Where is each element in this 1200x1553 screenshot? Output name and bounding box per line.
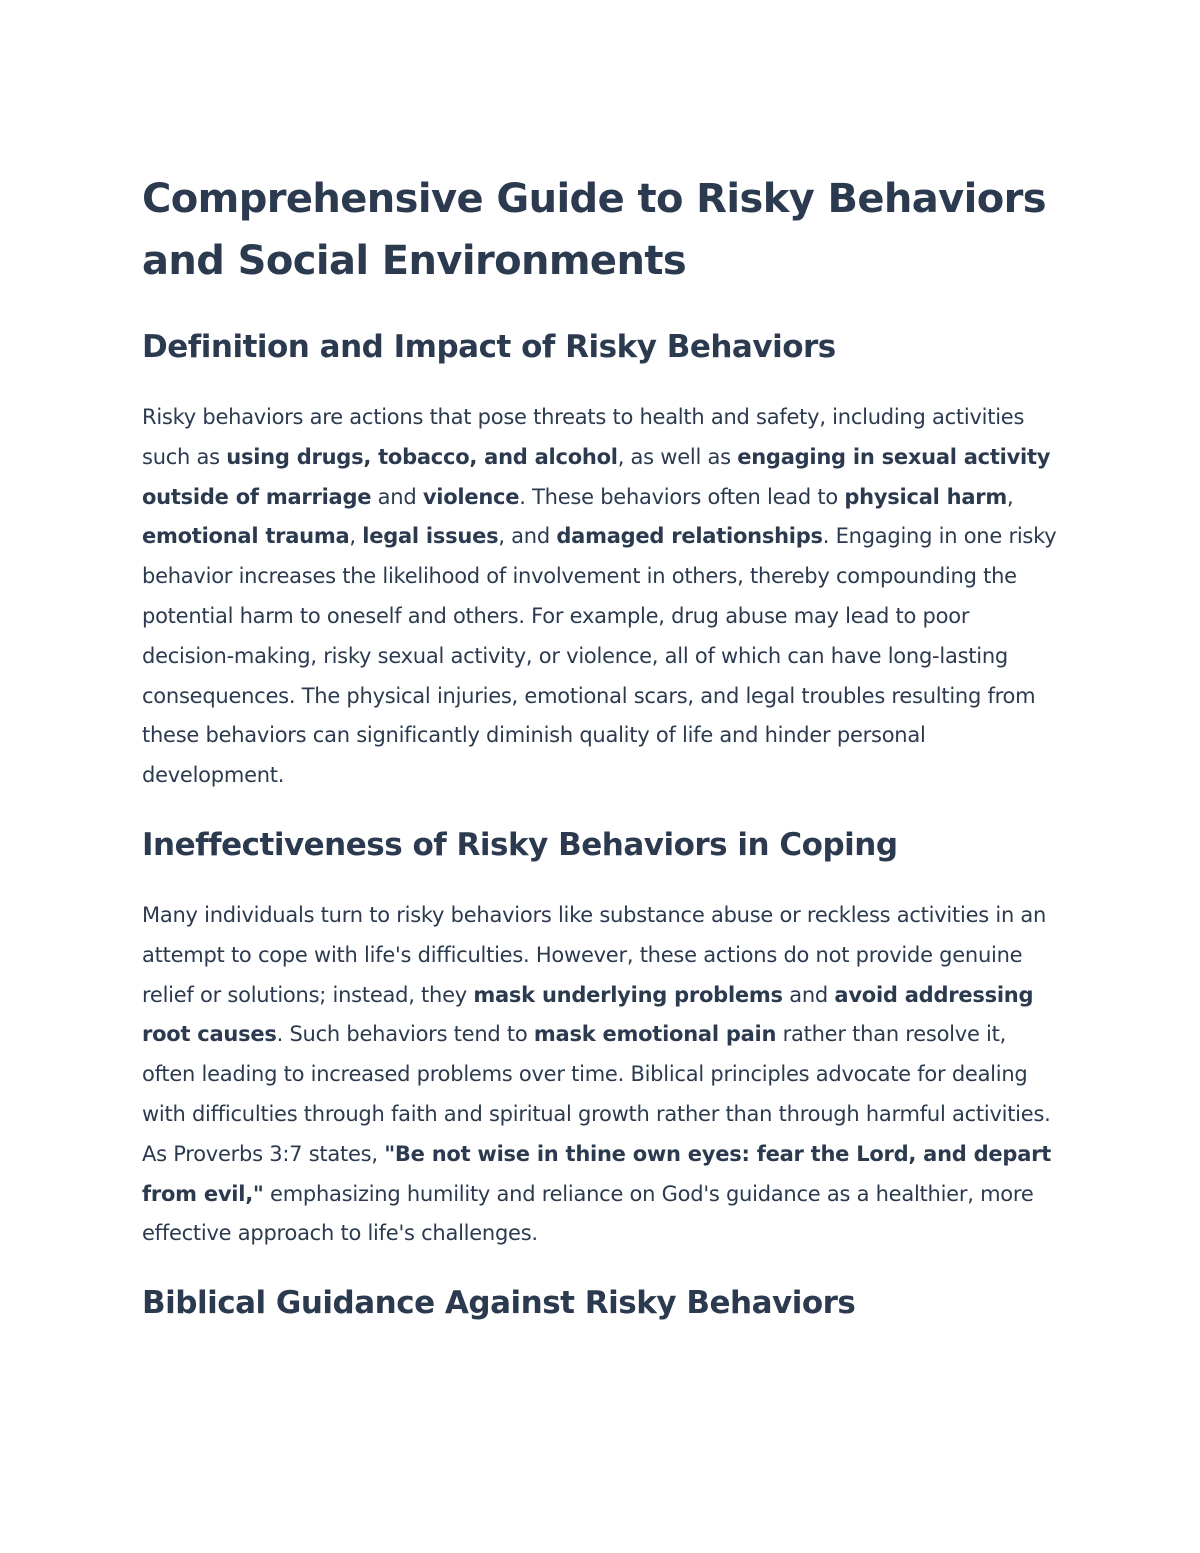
document-page (142, 168, 1062, 1324)
body-text: , (1007, 484, 1014, 509)
section-heading-definition: Definition and Impact of Risky Behaviors (142, 329, 836, 365)
body-text: Risky behaviors are actions that pose threats to health and safety, including activities such as (142, 405, 1025, 469)
body-text: , (349, 524, 363, 549)
emphasized-text: engaging in sexual activity outside of marriage (142, 444, 1051, 509)
emphasized-text: avoid addressing root causes (142, 982, 1034, 1047)
emphasized-text: damaged relationships (556, 524, 823, 549)
body-text: Many individuals turn to risky behaviors like substance abuse or reckless activities in an attempt to cope with life's difficulties. However, these actions do not provide genuine relief or solutions; instead, they (142, 902, 1047, 1007)
body-text: , and (498, 524, 557, 549)
body-text: . Such behaviors tend to (276, 1022, 534, 1047)
body-text: . Engaging in one risky behavior increases the likelihood of involvement in others, thereby compounding the potential harm to oneself and others. For example, drug abuse may lead to poor decision-making, risky sexual activity, or violence, all of which can have long-lasting consequences. The physical injuries, emotional scars, and legal troubles resulting from these behaviors can significantly diminish quality of life and hinder personal development. (142, 524, 1057, 788)
body-text: emphasizing humility and reliance on God's guidance as a healthier, more effective approach to life's challenges. (142, 1181, 1034, 1246)
body-text: , as well as (617, 444, 738, 469)
body-text: rather than resolve it, often leading to increased problems over time. Biblical principles advocate for dealing with difficulties through faith and spiritual growth rather than through harmful activities. As Proverbs 3:7 states, (142, 1022, 1051, 1166)
body-text: and (371, 484, 423, 509)
emphasized-text: legal issues (362, 524, 499, 549)
emphasized-text: using drugs, tobacco, and alcohol (226, 444, 618, 469)
section-heading-biblical-guidance: Biblical Guidance Against Risky Behaviors (142, 1285, 856, 1322)
emphasized-text: "Be not wise in thine own eyes: fear the Lord, and depart from evil," (142, 1141, 1052, 1206)
section-heading-ineffectiveness: Ineffectiveness of Risky Behaviors in Coping (142, 826, 898, 863)
emphasized-text: emotional trauma (142, 524, 350, 549)
emphasized-text: mask emotional pain (533, 1022, 777, 1047)
section-paragraph-ineffectiveness (142, 896, 1062, 1254)
emphasized-text: mask underlying problems (473, 982, 783, 1007)
emphasized-text: violence (422, 484, 520, 509)
section-paragraph-definition (142, 398, 1062, 796)
document-title: Comprehensive Guide to Risky Behaviors and Social Environments (142, 176, 1046, 284)
emphasized-text: physical harm (844, 484, 1007, 509)
body-text: and (782, 982, 835, 1007)
body-text: . These behaviors often lead to (519, 484, 845, 509)
